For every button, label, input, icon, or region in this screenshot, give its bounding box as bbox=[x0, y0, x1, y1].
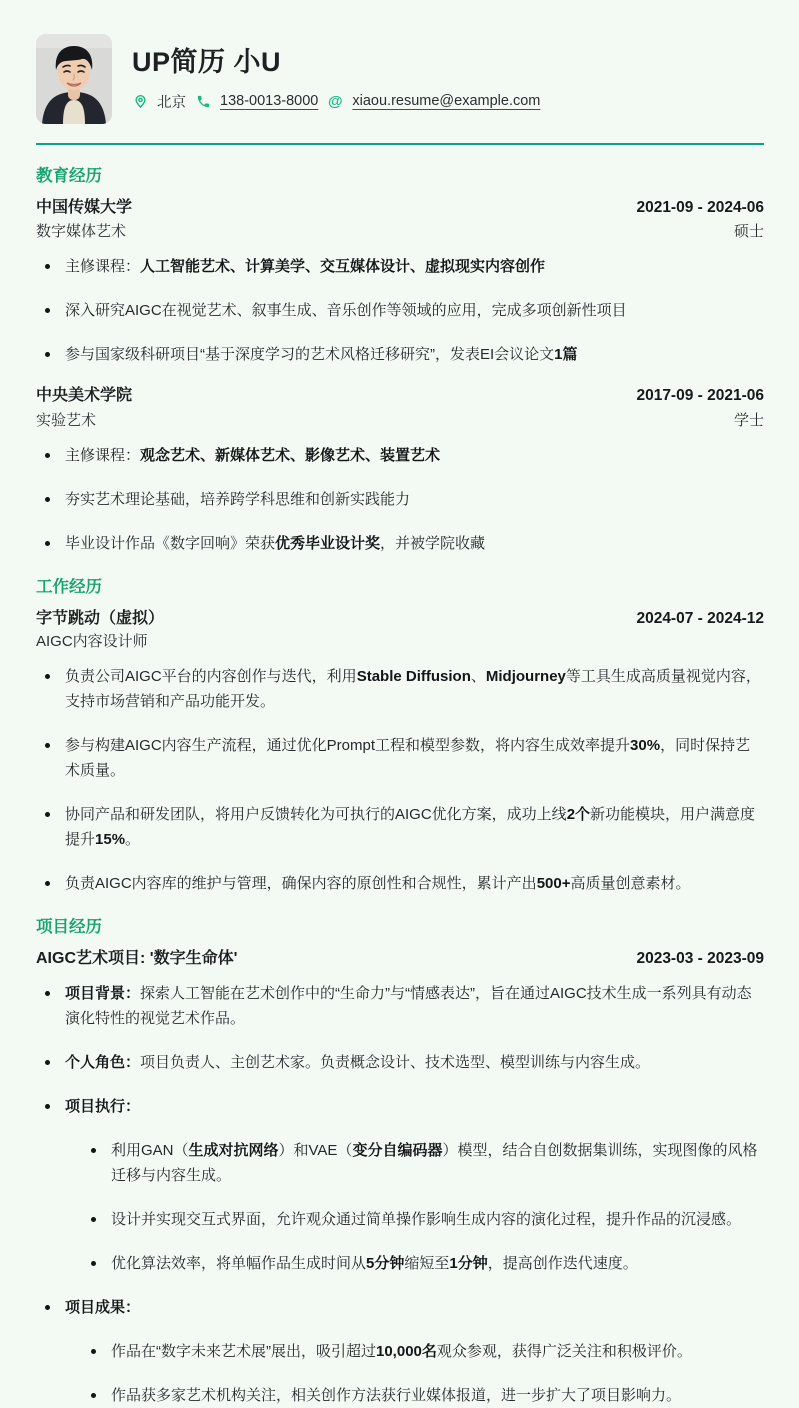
location-pin-icon bbox=[132, 93, 148, 109]
entry-header-row bbox=[36, 384, 764, 407]
bullet-text: 个人角色： bbox=[65, 1054, 141, 1072]
header-divider bbox=[36, 143, 764, 145]
bullet-text: ，同时保持艺术质量。 bbox=[65, 737, 751, 780]
profile-photo bbox=[36, 34, 112, 124]
bullet-text: 等工具生成高质量视觉内容，支持市场营销和产品功能开发。 bbox=[65, 668, 761, 711]
section-title: 项目经历 bbox=[36, 918, 102, 937]
bullet-item bbox=[36, 443, 764, 468]
bullet-text: 夯实艺术理论基础，培养跨学科思维和创新实践能力 bbox=[65, 491, 411, 508]
bullet-text: 设计并实现交互式界面，允许观众通过简单操作影响生成内容的演化过程，提升作品的沉浸感。 bbox=[111, 1211, 742, 1229]
candidate-name: UP简历 小U bbox=[132, 47, 282, 77]
bullet-text: 作品获多家艺术机构关注，相关创作方法获行业媒体报道，进一步扩大了项目影响力。 bbox=[111, 1387, 682, 1405]
section-2 bbox=[36, 917, 764, 1408]
bullet-text: 负责公司AIGC平台的内容创作与迭代，利用 bbox=[65, 668, 357, 686]
entry-header-row bbox=[36, 947, 764, 970]
bullet-text: 1分钟 bbox=[449, 1255, 488, 1273]
bullet-text: 主修课程： bbox=[65, 258, 141, 276]
entry-degree: 硕士 bbox=[733, 222, 764, 240]
bullet-text: 变分自编码器 bbox=[352, 1142, 443, 1160]
bullet-text: 2个 bbox=[566, 806, 591, 824]
entry-header-row bbox=[36, 607, 764, 630]
bullet-text: 主修课程： bbox=[65, 447, 141, 464]
bullet-text: 参与国家级科研项目“基于深度学习的艺术风格迁移研究”，发表EI会议论文 bbox=[65, 346, 555, 364]
bullet-text: 毕业设计作品《数字回响》荣获 bbox=[65, 535, 276, 552]
location-text: 北京 bbox=[157, 94, 186, 111]
bullet-list bbox=[36, 443, 764, 556]
entry-date: 2017-09 - 2021-06 bbox=[636, 387, 764, 405]
bullet-item bbox=[36, 664, 764, 714]
bullet-text: 项目背景： bbox=[65, 985, 141, 1003]
email-link[interactable]: xiaou.resume@example.com bbox=[352, 93, 541, 110]
bullet-item bbox=[36, 487, 764, 512]
bullet-text: 项目负责人、主创艺术家。负责概念设计、技术选型、模型训练与内容生成。 bbox=[140, 1054, 651, 1072]
bullet-list bbox=[36, 981, 764, 1408]
sections-container bbox=[36, 166, 764, 1408]
entry-degree: 学士 bbox=[733, 411, 764, 429]
bullet-item bbox=[36, 733, 764, 783]
bullet-text: 人工智能艺术、计算美学、交互媒体设计、虚拟现实内容创作 bbox=[140, 258, 546, 276]
bullet-item bbox=[36, 1094, 764, 1119]
bullet-text: ，并被学院收藏 bbox=[380, 535, 486, 552]
bullet-text: 高质量创意素材。 bbox=[570, 875, 691, 893]
bullet-item bbox=[82, 1251, 764, 1276]
entry-org: 中国传媒大学 bbox=[36, 198, 133, 216]
bullet-text: 负责AIGC内容库的维护与管理，确保内容的原创性和合规性，累计产出 bbox=[65, 875, 537, 893]
bullet-item bbox=[36, 531, 764, 556]
bullet-item bbox=[82, 1138, 764, 1188]
bullet-text: 项目成果： bbox=[65, 1299, 141, 1317]
bullet-text: 观念艺术、新媒体艺术、影像艺术、装置艺术 bbox=[140, 447, 441, 464]
entry bbox=[36, 947, 764, 1408]
bullet-text: 探索人工智能在艺术创作中的“生命力”与“情感表达”，旨在通过AIGC技术生成一系列具有动态演化特性的视觉艺术作品。 bbox=[65, 985, 752, 1028]
bullet-text: 项目执行： bbox=[65, 1098, 141, 1116]
bullet-item bbox=[36, 298, 764, 323]
entry-date: 2024-07 - 2024-12 bbox=[636, 609, 764, 627]
entry bbox=[36, 384, 764, 556]
section-0 bbox=[36, 166, 764, 556]
bullet-item bbox=[82, 1207, 764, 1232]
bullet-text: ）模型，结合自创数据集训练，实现图像的风格迁移与内容生成。 bbox=[111, 1142, 758, 1185]
at-icon: @ bbox=[328, 92, 343, 110]
bullet-text: 新功能模块，用户满意度提升 bbox=[65, 806, 756, 849]
bullet-item bbox=[36, 1295, 764, 1320]
bullet-text: 10,000名 bbox=[376, 1343, 437, 1361]
bullet-item bbox=[36, 254, 764, 279]
bullet-text: 500+ bbox=[536, 875, 571, 893]
phone-link[interactable]: 138-0013-8000 bbox=[220, 93, 319, 110]
bullet-list bbox=[36, 254, 764, 367]
bullet-text: 15% bbox=[95, 831, 126, 849]
bullet-text: 利用GAN（ bbox=[111, 1142, 189, 1160]
entry-subrow bbox=[36, 220, 764, 244]
entry-subrow bbox=[36, 409, 764, 433]
entry-org: 字节跳动（虚拟） bbox=[36, 609, 165, 627]
bullet-text: 优化算法效率，将单幅作品生成时间从 bbox=[111, 1255, 367, 1273]
entry-role: AIGC内容设计师 bbox=[36, 632, 148, 650]
bullet-text: 优秀毕业设计奖 bbox=[275, 535, 381, 552]
section-title: 教育经历 bbox=[36, 167, 102, 185]
bullet-text: 。 bbox=[125, 831, 141, 849]
bullet-text: 、 bbox=[470, 668, 486, 686]
bullet-item bbox=[36, 342, 764, 367]
bullet-text: 深入研究AIGC在视觉艺术、叙事生成、音乐创作等领域的应用，完成多项创新性项目 bbox=[65, 302, 627, 320]
bullet-text: 参与构建AIGC内容生产流程，通过优化Prompt工程和模型参数，将内容生成效率提升 bbox=[65, 737, 631, 755]
bullet-item bbox=[36, 802, 764, 852]
contact-row bbox=[132, 91, 540, 112]
bullet-text: 缩短至 bbox=[404, 1255, 450, 1273]
entry bbox=[36, 607, 764, 897]
entry-date: 2021-09 - 2024-06 bbox=[636, 198, 764, 216]
bullet-text: 协同产品和研发团队，将用户反馈转化为可执行的AIGC优化方案，成功上线 bbox=[65, 806, 567, 824]
section-1 bbox=[36, 577, 764, 896]
phone-icon bbox=[195, 93, 211, 109]
bullet-list bbox=[36, 664, 764, 896]
entry-org: 中央美术学院 bbox=[36, 387, 133, 405]
bullet-text: ，提高创作迭代速度。 bbox=[487, 1255, 638, 1273]
entry-header-row bbox=[36, 196, 764, 219]
entry-role: 实验艺术 bbox=[36, 411, 97, 429]
resume-header bbox=[36, 34, 764, 124]
bullet-text: 30% bbox=[630, 737, 661, 755]
bullet-text: 1篇 bbox=[554, 346, 578, 364]
entry-role: 数字媒体艺术 bbox=[36, 222, 127, 240]
bullet-item bbox=[36, 1050, 764, 1075]
bullet-text: Midjourney bbox=[485, 668, 566, 686]
bullet-text: 生成对抗网络 bbox=[188, 1142, 279, 1160]
bullet-item bbox=[36, 981, 764, 1031]
bullet-text: 作品在“数字未来艺术展”展出，吸引超过 bbox=[111, 1343, 376, 1361]
entry bbox=[36, 196, 764, 368]
bullet-text: 5分钟 bbox=[366, 1255, 405, 1273]
header-main bbox=[132, 34, 540, 112]
section-title: 工作经历 bbox=[36, 578, 102, 596]
entry-org: AIGC艺术项目: '数字生命体' bbox=[36, 949, 238, 967]
entry-subrow bbox=[36, 631, 764, 654]
entry-date: 2023-03 - 2023-09 bbox=[636, 949, 764, 967]
bullet-item bbox=[82, 1339, 764, 1364]
bullet-item-truncated bbox=[82, 1383, 764, 1408]
profile-photo-illustration bbox=[36, 34, 112, 124]
bullet-text: 观众参观，获得广泛关注和积极评价。 bbox=[436, 1343, 692, 1361]
bullet-item bbox=[36, 871, 764, 896]
bullet-text: Stable Diffusion bbox=[356, 668, 471, 686]
bullet-text: ）和VAE（ bbox=[278, 1142, 353, 1160]
